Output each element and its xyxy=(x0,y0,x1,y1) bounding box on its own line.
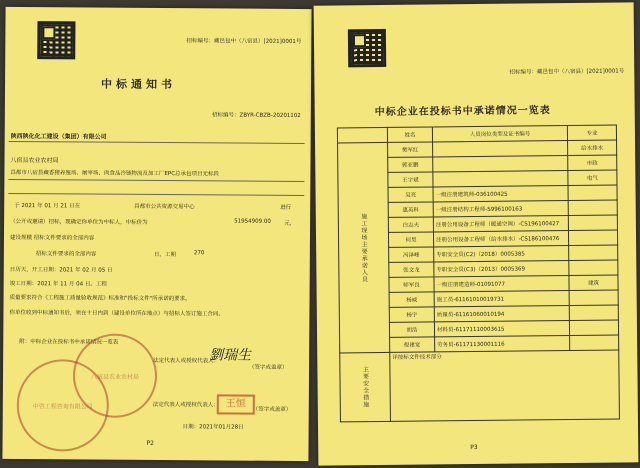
cell-name: 杨威 xyxy=(389,292,434,307)
period-label: 日，工期 xyxy=(153,251,176,259)
cell-name: 吴亮 xyxy=(388,187,433,202)
page-2 xyxy=(2,7,311,461)
cell-position: 一级注册结构工程师-S996100163 xyxy=(433,201,568,217)
cell-name: 冯泽峰 xyxy=(389,247,434,262)
safety-text: 详按标文件技术部分 xyxy=(390,350,620,421)
commitment-table xyxy=(337,125,620,423)
representative-label: 法定代表人或授权代表人： xyxy=(153,357,220,365)
cell-specialty xyxy=(568,215,617,231)
cell-specialty xyxy=(569,305,618,321)
cell-name: 倪建宽 xyxy=(390,337,435,352)
cell-specialty xyxy=(568,200,617,216)
scope-line: 建设规模 招标文件要求的全部内容 xyxy=(9,234,95,242)
project-name: 昌都市八宿县藏香猪养殖场、屠宰场、肉食品冷链物流及加工厂EPC总承包项目无标段 xyxy=(10,169,220,178)
cell-position xyxy=(433,156,568,172)
cell-specialty: 建筑 xyxy=(569,275,618,291)
bid-venue-suffix: 进行 xyxy=(280,204,292,211)
scope-line-2: 招标文件要求的全部内容 xyxy=(35,251,97,258)
bid-date-line: 于 2021 年 01 月 21 日在 xyxy=(14,203,81,210)
cell-position xyxy=(433,171,568,187)
page-3 xyxy=(314,2,639,465)
table-title: 中标企业在投标书中承诺情况一览表 xyxy=(374,105,551,119)
divider xyxy=(9,141,305,144)
bid-method-line: （公开或邀请）招标，现确定你单位为中标人，中标价为 xyxy=(10,218,148,226)
cell-position: 注册公用设备工程师（暖通空调）-CS196100427 xyxy=(433,216,568,232)
cell-position: 一级注册建造师-01091077 xyxy=(434,276,569,292)
cell-name: 师军良 xyxy=(389,277,434,292)
tender-number: 招标编号：藏邑包中（八宿县）[2021]0001号 xyxy=(509,68,625,76)
bid-venue: 昌都市公共资源交易中心 xyxy=(134,203,195,211)
header-blank xyxy=(337,127,387,143)
page-number: P2 xyxy=(146,439,154,447)
page-title: 中标通知书 xyxy=(100,77,177,92)
header-position: 人员岗位类型及证书编号 xyxy=(432,126,567,142)
seal-text: 中咨工程咨询有限公司 xyxy=(32,402,93,411)
cell-position: 专职安全员(C3)（2013）0005369 xyxy=(434,261,569,277)
cell-specialty xyxy=(569,320,618,336)
end-date-line: 竣工日期：2021 年 11 月 04 日。工程 xyxy=(9,280,107,288)
cell-specialty xyxy=(568,185,617,201)
agency-seal-icon xyxy=(16,359,109,452)
divider xyxy=(8,193,304,196)
cell-position: 专职安全员(C2)（2018）0005385 xyxy=(434,246,569,262)
attachment-line: 附：中标企业在投标书中承诺情况一览表 xyxy=(19,339,119,346)
cell-specialty: 给水排水 xyxy=(568,140,617,156)
cell-specialty xyxy=(569,245,618,261)
cell-name: 白志夫 xyxy=(388,217,433,232)
bid-price: 51954909.00 xyxy=(234,218,271,225)
cell-name: 郭亚鹏 xyxy=(388,157,433,172)
cell-specialty: 市政 xyxy=(568,155,617,171)
cell-name: 王宇斌 xyxy=(388,172,433,187)
cell-name: 杨宇 xyxy=(389,307,434,322)
agency-representative-label: 法定代表人或授权代表人： xyxy=(152,401,219,409)
cell-specialty xyxy=(569,290,618,306)
cell-specialty: 电气 xyxy=(568,170,617,186)
header-name: 姓名 xyxy=(387,127,432,142)
cell-position: 一级注册建筑师-036100425 xyxy=(433,186,568,202)
signature-icon: 劉瑞生 xyxy=(209,347,252,364)
cell-name: 惠英科 xyxy=(388,202,433,217)
section-label: 施工现场主要承诺人员 xyxy=(338,142,390,353)
start-date-line: 日历天，开工日期：2021 年 02 月 05 日 xyxy=(9,266,113,274)
safety-label: 主要安全措施 xyxy=(340,352,391,422)
seal-text: 八宿县农业农村局 xyxy=(90,373,140,381)
qr-code-icon xyxy=(348,29,386,67)
page-number: P3 xyxy=(470,443,478,452)
bid-price-suffix: 元， xyxy=(284,220,296,227)
cell-position: 施工员-61161010019731 xyxy=(434,291,569,307)
cell-name: 张文龙 xyxy=(389,262,434,277)
sign-note: （签字或盖章） xyxy=(249,364,288,371)
contract-number: 招标编号：ZBYR-CBZB-20201102 xyxy=(211,112,301,120)
recipient: 八宿县农业农村局 xyxy=(10,156,59,165)
qr-code-icon xyxy=(37,21,75,59)
cell-specialty xyxy=(569,260,618,276)
safety-row xyxy=(340,350,620,422)
sign-note-2: （签字或盖章） xyxy=(252,406,292,413)
cell-name: 何昊 xyxy=(388,232,433,247)
cell-name: 胡浩 xyxy=(389,322,434,337)
cell-specialty xyxy=(568,230,617,246)
name-seal-icon: 王恒 xyxy=(217,394,255,414)
period-days: 270 xyxy=(193,250,205,257)
notice-date: 日期：2021年01月28日 xyxy=(182,424,244,431)
header-specialty: 专业 xyxy=(567,125,616,141)
cell-position: 注册公用设备工程师（给水排水）-CS186100476 xyxy=(433,231,568,247)
winner-name: 陕西陕化化工建设（集团）有限公司 xyxy=(10,132,107,141)
notice-line: 你单位收到中标通知书后，须在十日内到（建设单位所在地点）与招标人签订施工合同。 xyxy=(9,309,224,318)
cell-name: 樊军红 xyxy=(388,142,433,157)
cell-position xyxy=(433,141,568,157)
cell-position: 劳务员-61171130001116 xyxy=(435,336,570,352)
quality-line: 质量要求符合《工程施工质量验收规范》标准和"投标文件"所承诺的要求。 xyxy=(9,294,191,303)
cell-position: 材料员-61171110003615 xyxy=(434,321,569,337)
cell-position: 质量员-61161060010194 xyxy=(434,306,569,322)
tender-number: 招标编号：藏邑包中（八宿县）[2021]0001号 xyxy=(186,38,302,46)
cell-specialty xyxy=(570,335,619,351)
